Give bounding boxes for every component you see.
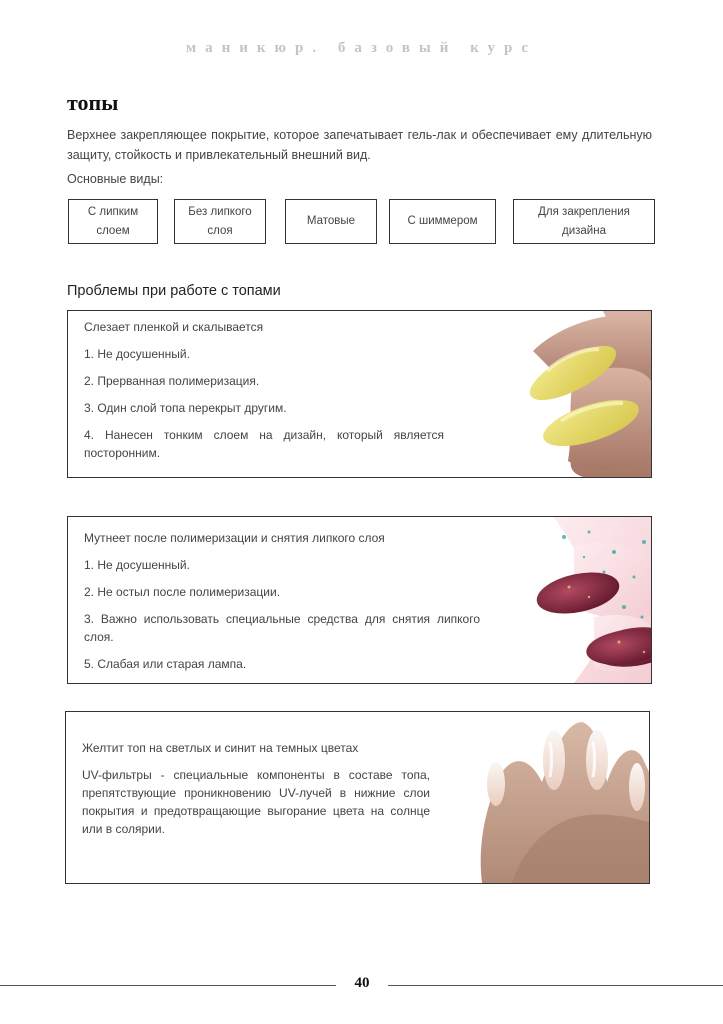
problem-card-yellowing	[65, 711, 650, 884]
problem-heading: Желтит топ на светлых и синит на темных цветах	[82, 741, 359, 755]
white-nails-photo	[472, 712, 649, 883]
footer-rule-right	[388, 985, 723, 986]
problem-card-peeling	[67, 310, 652, 478]
problem-item: 1. Не досушенный.	[84, 347, 190, 361]
problem-item: 3. Важно использовать специальные средства для снятия липкого слоя.	[84, 612, 480, 644]
type-box-no-sticky-layer	[174, 199, 266, 244]
problem-item: 5. Слабая или старая лампа.	[84, 657, 247, 671]
problem-text	[84, 529, 480, 682]
type-box-matte	[285, 199, 377, 244]
types-label: Основные виды:	[67, 172, 164, 186]
problems-section-title: Проблемы при работе с топами	[67, 283, 281, 299]
problem-text	[84, 318, 444, 471]
type-line: слоем	[96, 224, 130, 237]
type-line: слоя	[207, 224, 233, 237]
problem-item: 1. Не досушенный.	[84, 558, 190, 572]
type-box-design-fixing	[513, 199, 655, 244]
problem-card-clouding	[67, 516, 652, 684]
type-line: дизайна	[562, 224, 606, 237]
problem-item: 2. Не остыл после полимеризации.	[84, 585, 281, 599]
type-line: С шиммером	[407, 215, 478, 227]
intro-paragraph: Верхнее закрепляющее покрытие, которое запечатывает гель-лак и обеспечивает ему длительную защиту, стойкость и привлекательный внешний вид.	[67, 128, 652, 162]
problem-text	[82, 739, 430, 847]
problem-item: UV-фильтры - специальные компоненты в составе топа, препятствующие проникновению UV-лучей в нижние слои покрытия и предотвращающие выгорание цвета на солнце или в солярии.	[82, 768, 430, 836]
problem-item: 2. Прерванная полимеризация.	[84, 374, 260, 388]
type-line: Для закрепления	[538, 205, 630, 218]
type-line: Без липкого	[188, 205, 252, 218]
type-box-sticky-layer	[68, 199, 158, 244]
problem-item: 4. Нанесен тонким слоем на дизайн, который является посторонним.	[84, 428, 444, 460]
running-header: маникюр. базовый курс	[185, 40, 538, 56]
type-line: Матовые	[306, 215, 356, 227]
type-line: С липким	[87, 205, 139, 218]
page-number: 40	[354, 975, 370, 991]
problem-heading: Слезает пленкой и скалывается	[84, 320, 264, 334]
problem-item: 3. Один слой топа перекрыт другим.	[84, 401, 287, 415]
page-title: топы	[67, 90, 119, 115]
footer-rule-left	[0, 985, 336, 986]
problem-heading: Мутнеет после полимеризации и снятия липкого слоя	[84, 531, 385, 545]
type-box-shimmer	[389, 199, 496, 244]
yellow-nails-photo	[473, 311, 652, 477]
burgundy-nails-photo	[494, 517, 651, 683]
